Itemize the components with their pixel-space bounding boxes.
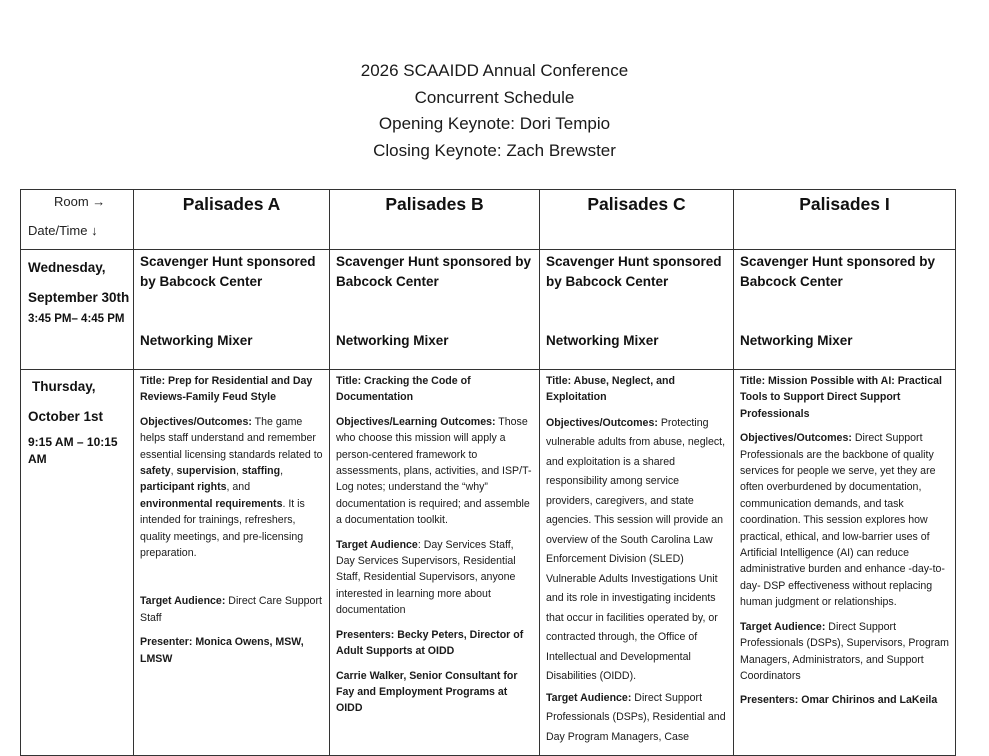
- session-objectives: Objectives/Outcomes: Direct Support Professionals are the backbone of quality services for people we serve, yet they are often overburdened by documentation, communication demands, and task coordination. This session explores how practical, ethical, and low-barrier uses of Artificial Intelligence (AI) can reduce administrative burden and enhance -day-to-day- DSP effectiveness without replacing human judgment or relationships.: [740, 432, 945, 609]
- date-axis-label: Date/Time ↓: [28, 223, 98, 238]
- table-header-row: [21, 190, 956, 250]
- event-networking-mixer: Networking Mixer: [140, 333, 253, 348]
- room-header-b: Palisades B: [330, 190, 540, 250]
- date-label: September 30th: [28, 290, 130, 305]
- time-label: 3:45 PM– 4:45 PM: [28, 313, 125, 325]
- event-scavenger-hunt: Scavenger Hunt sponsored by Babcock Center: [336, 254, 532, 289]
- event-networking-mixer: Networking Mixer: [740, 333, 853, 348]
- wednesday-date-cell: [21, 250, 134, 370]
- session-audience: Target Audience: Direct Care Support Staff: [140, 595, 322, 624]
- day-label: Wednesday,: [28, 260, 106, 275]
- room-axis-label: Room →: [54, 194, 106, 209]
- schedule-subtitle: Concurrent Schedule: [414, 87, 575, 107]
- schedule-table: [20, 189, 956, 756]
- wednesday-cell-c: [540, 250, 734, 370]
- session-cell-b: [330, 370, 540, 756]
- session-audience: Target Audience: Direct Support Professionals (DSPs), Residential and Day Program Managers, Case: [546, 691, 726, 743]
- thursday-date-cell: [21, 370, 134, 756]
- wednesday-cell-i: [734, 250, 956, 370]
- event-scavenger-hunt: Scavenger Hunt sponsored by Babcock Center: [140, 254, 316, 289]
- session-presenter-2: Carrie Walker, Senior Consultant for Fay and Employment Programs at OIDD: [336, 669, 518, 715]
- corner-cell: [21, 190, 134, 250]
- wednesday-cell-b: [330, 250, 540, 370]
- session-presenter: Presenter: Monica Owens, MSW, LMSW: [140, 636, 304, 665]
- room-header-c: Palisades C: [540, 190, 734, 250]
- date-label: October 1st: [28, 409, 104, 424]
- session-title: Title: Cracking the Code of Documentation: [336, 375, 471, 404]
- session-title: Title: Abuse, Neglect, and Exploitation: [546, 375, 675, 404]
- session-presenter: Presenters: Becky Peters, Director of Adult Supports at OIDD: [336, 628, 524, 658]
- time-label: 9:15 AM – 10:15 AM: [28, 435, 118, 466]
- day-label: Thursday,: [32, 379, 96, 394]
- conference-title: 2026 SCAAIDD Annual Conference: [360, 61, 629, 80]
- session-audience: Target Audience: Day Services Staff, Day Services Supervisors, Residential Staff, Residential Supervisors, anyone interested in learning more about documentation: [336, 538, 516, 617]
- document-title-block: [0, 58, 989, 164]
- session-objectives: Objectives/Outcomes: Protecting vulnerable adults from abuse, neglect, and exploitation is a shared responsibility among service providers, caregivers, and state agencies. This session will provide an overview of the South Carolina Law Enforcement Division (SLED) Vulnerable Adults Investigations Unit and its role in investigating incidents that occur in facilities operated by, or contracted through, the Office of Intellectual and Developmental Disabilities (OIDD).: [546, 416, 726, 683]
- event-scavenger-hunt: Scavenger Hunt sponsored by Babcock Center: [740, 254, 936, 289]
- event-scavenger-hunt: Scavenger Hunt sponsored by Babcock Center: [546, 254, 722, 289]
- opening-keynote: Opening Keynote: Dori Tempio: [378, 114, 611, 133]
- room-header-a: Palisades A: [134, 190, 330, 250]
- session-objectives: Objectives/Learning Outcomes: Those who choose this mission will apply a person-centered framework to assessments, plans, activities, and ISP/T-Log notes; understand the “why” documentation is required; and assemble a documentation toolkit.: [336, 415, 532, 527]
- event-networking-mixer: Networking Mixer: [336, 333, 449, 348]
- session-cell-c: [540, 370, 734, 756]
- session-audience: Target Audience: Direct Support Professionals (DSPs), Supervisors, Program Managers, Administrators, and Support Coordinators: [740, 620, 949, 682]
- session-title: Title: Prep for Residential and Day Reviews-Family Feud Style: [140, 375, 313, 404]
- room-header-i: Palisades I: [734, 190, 956, 250]
- event-networking-mixer: Networking Mixer: [546, 333, 659, 348]
- session-cell-i: [734, 370, 956, 756]
- table-row-thursday: [21, 370, 956, 756]
- session-cell-a: [134, 370, 330, 756]
- session-objectives: Objectives/Outcomes: The game helps staff understand and remember essential licensing standards related to safety, supervision, staffing, participant rights, and environmental requirements. It is intended for trainings, refreshers, quality meetings, and pre-licensing preparation.: [140, 415, 323, 560]
- session-title: Title: Mission Possible with AI: Practical Tools to Support Direct Support Professionals: [740, 375, 942, 420]
- closing-keynote: Closing Keynote: Zach Brewster: [373, 140, 616, 160]
- table-row-wednesday: [21, 250, 956, 370]
- session-presenter: Presenters: Omar Chirinos and LaKeila: [740, 694, 938, 707]
- wednesday-cell-a: [134, 250, 330, 370]
